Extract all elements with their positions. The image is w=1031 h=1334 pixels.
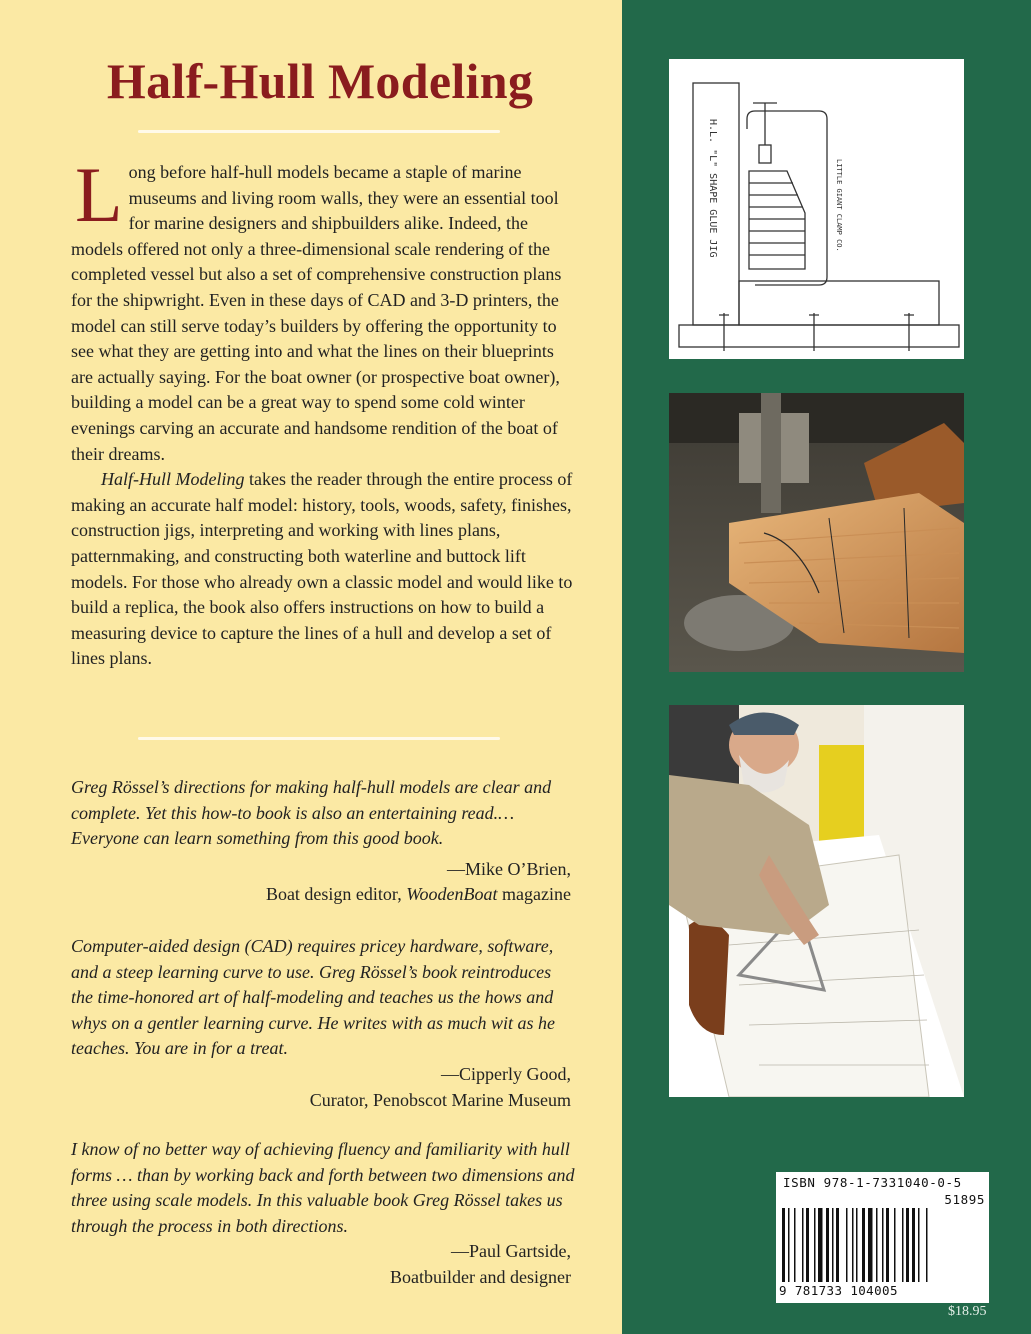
- barcode-bar: [918, 1208, 920, 1282]
- paragraph-2-text: takes the reader through the entire process of making an accurate half model: history, tools, woods, safety, finishes, construction jigs, interpreting and working with lines plans, patternmaking, and constructing both waterline and buttock lift models. For those who already own a classic model and would like to build a replica, the book also offers instructions on how to build a measuring device to capture the lines of a hull and develop a set of lines plans.: [71, 469, 573, 669]
- endorsement-role: Boatbuilder and designer: [390, 1266, 571, 1287]
- barcode-bar: [794, 1208, 796, 1282]
- isbn-barcode: [776, 1172, 989, 1303]
- description: [71, 151, 577, 672]
- price-code: 51895: [944, 1192, 985, 1207]
- barcode-bar: [894, 1208, 896, 1282]
- bandsaw-image: [669, 393, 964, 672]
- barcode-bar: [882, 1208, 884, 1282]
- endorsement-role: [71, 882, 577, 908]
- book-title-inline: Half-Hull Modeling: [101, 469, 245, 490]
- barcode-bar: [846, 1208, 848, 1282]
- drafting-photo: [669, 705, 964, 1097]
- paragraph-1-text: ong before half-hull models became a staple of marine museums and living room walls, they were an essential tool for marine designers and shipbuilders alike. Indeed, the models offered not only a three-dimensional scale rendering of the completed vessel but also a set of comprehensive construction plans for the shipwright. Even in these days of CAD and 3-D printers, the model can still serve today’s builders by offering the opportunity to see what they are getting into and what the lines on their blueprints are actually saying. For the boat owner (or prospective boat owner), building a model can be a great way to spend some cold winter evenings carving an accurate and handsome rendition of the boat of their dreams.: [71, 162, 562, 464]
- middle-divider: [138, 737, 500, 740]
- price: $18.95: [948, 1304, 987, 1319]
- barcode-bar: [886, 1208, 889, 1282]
- top-divider: [138, 130, 500, 133]
- isbn-text: ISBN 978-1-7331040-0-5: [783, 1175, 962, 1190]
- barcode-bar: [926, 1208, 928, 1282]
- barcode-bar: [788, 1208, 790, 1282]
- barcode-bar: [906, 1208, 909, 1282]
- glue-jig-drawing: [669, 59, 964, 359]
- barcode-bar: [862, 1208, 865, 1282]
- barcode-bar: [836, 1208, 839, 1282]
- barcode-bar: [782, 1208, 785, 1282]
- barcode-bar: [852, 1208, 854, 1282]
- barcode-bar: [806, 1208, 809, 1282]
- endorsement-2: [71, 934, 577, 1113]
- barcode-bar: [802, 1208, 804, 1282]
- jig-illustration: [669, 59, 964, 359]
- barcode-bar: [832, 1208, 834, 1282]
- endorsement-author: —Cipperly Good,: [441, 1063, 571, 1084]
- endorsement-role: Curator, Penobscot Marine Museum: [309, 1089, 571, 1110]
- barcode-bar: [856, 1208, 858, 1282]
- role-text: Boat design editor,: [265, 884, 407, 905]
- barcode-bar: [876, 1208, 878, 1282]
- drop-cap: L: [75, 151, 123, 238]
- endorsement-author: —Mike O’Brien,: [447, 858, 571, 879]
- endorsement-quote: Computer-aided design (CAD) requires pricey hardware, software, and a steep learning curve to use. Greg Rössel’s book reintroduces the time-honored art of half-modeling and teaches us the hows and whys on a gentler learning curve. He writes with as much wit as he teaches. You are in for a treat.: [71, 936, 555, 1059]
- description-paragraph-2: [71, 467, 577, 672]
- book-title: Half-Hull Modeling: [106, 53, 534, 109]
- barcode-bar: [818, 1208, 823, 1282]
- role-suffix: magazine: [497, 884, 571, 905]
- barcode-bar: [902, 1208, 904, 1282]
- barcode-bar: [868, 1208, 873, 1282]
- jig-label: H.L. "L" SHAPE GLUE JIG: [707, 119, 718, 258]
- description-paragraph-1: [71, 151, 577, 467]
- barcode-digits: 9 781733 104005: [779, 1283, 898, 1298]
- drafting-image: [669, 705, 964, 1097]
- clamp-label: LITTLE GIANT CLAMP CO.: [835, 159, 843, 252]
- endorsement-3: [71, 1137, 577, 1291]
- endorsement-author: —Paul Gartside,: [451, 1241, 571, 1262]
- barcode-bar: [814, 1208, 816, 1282]
- endorsement-1: [71, 775, 577, 908]
- endorsement-quote: I know of no better way of achieving fluency and familiarity with hull forms … than by working back and forth between two dimensions and three using scale models. In this valuable book Greg Rössel takes us through the process in both directions.: [71, 1139, 575, 1236]
- magazine-name: WoodenBoat: [406, 884, 498, 905]
- bandsaw-photo: [669, 393, 964, 672]
- barcode-bar: [912, 1208, 915, 1282]
- endorsement-quote: Greg Rössel’s directions for making half-hull models are clear and complete. Yet this how-to book is also an entertaining read.… Everyone can learn something from this good book.: [71, 777, 552, 849]
- barcode-bar: [826, 1208, 829, 1282]
